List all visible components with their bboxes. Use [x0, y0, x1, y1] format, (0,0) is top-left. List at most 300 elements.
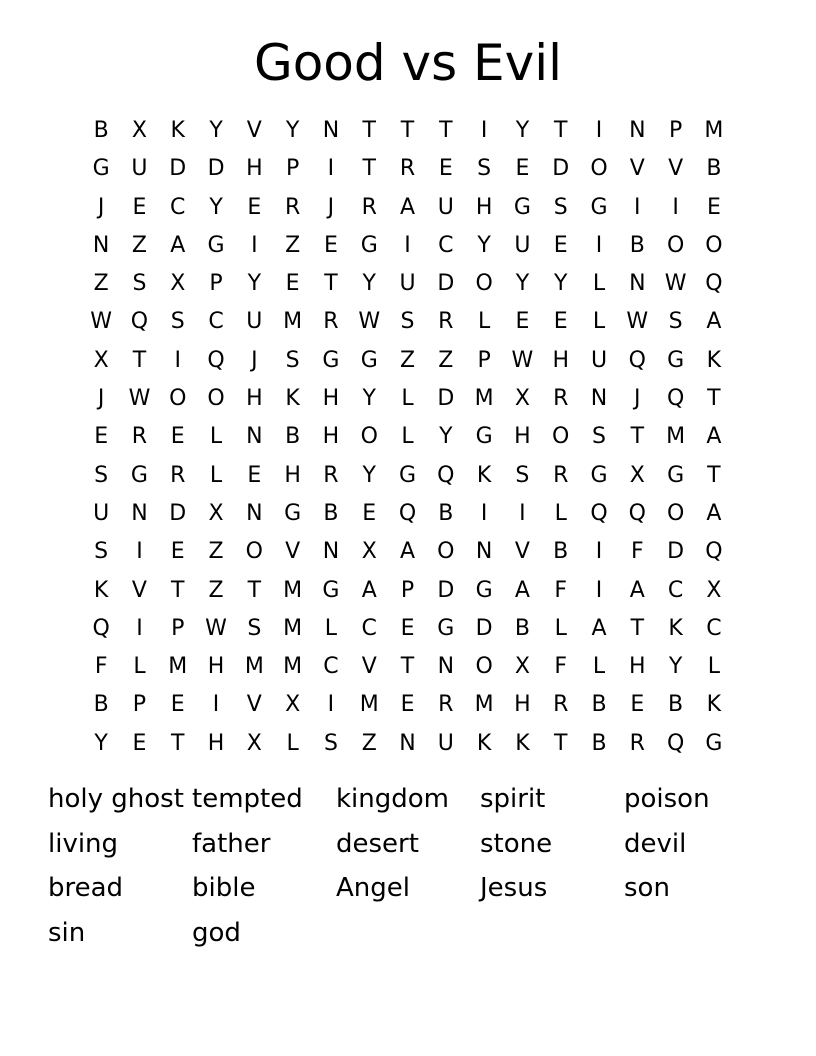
grid-row	[82, 495, 734, 533]
grid-letter: E	[438, 156, 453, 182]
grid-letter: U	[399, 271, 416, 297]
word-bank-item: Jesus	[480, 873, 548, 904]
grid-letter: K	[706, 347, 722, 373]
grid-letter: P	[477, 347, 491, 373]
grid-letter: I	[136, 615, 143, 641]
grid-letter: S	[247, 615, 262, 641]
grid-letter: M	[168, 654, 188, 680]
grid-letter: Y	[362, 271, 376, 297]
grid-letter: E	[400, 692, 415, 718]
grid-letter: G	[705, 730, 723, 756]
grid-letter: N	[322, 539, 340, 565]
grid-letter: D	[169, 156, 187, 182]
word-bank-item: spirit	[480, 784, 546, 814]
grid-letter: R	[629, 730, 645, 756]
grid-letter: B	[591, 692, 607, 718]
grid-letter: Y	[247, 271, 262, 297]
grid-letter: D	[437, 577, 455, 603]
grid-letter: X	[514, 654, 530, 680]
grid-letter: T	[132, 347, 147, 373]
grid-letter: L	[592, 309, 606, 335]
word-bank	[48, 777, 768, 956]
grid-letter: B	[285, 424, 301, 450]
grid-letter: X	[514, 386, 530, 412]
grid-letter: A	[591, 615, 607, 641]
grid-letter: J	[634, 386, 641, 412]
grid-letter: X	[93, 347, 109, 373]
grid-row	[82, 265, 734, 303]
grid-letter: B	[668, 692, 684, 718]
grid-letter: I	[595, 232, 603, 258]
grid-letter: X	[208, 500, 224, 526]
grid-row	[82, 189, 734, 227]
grid-letter: K	[285, 386, 300, 412]
grid-letter: E	[515, 309, 530, 335]
grid-letter: C	[323, 654, 339, 680]
grid-letter: Q	[628, 347, 646, 373]
grid-letter: E	[706, 194, 721, 220]
grid-letter: W	[358, 309, 381, 335]
grid-letter: R	[553, 386, 569, 412]
grid-letter: Z	[438, 347, 454, 373]
grid-letter: K	[476, 462, 492, 488]
grid-letter: A	[706, 424, 722, 450]
grid-letter: G	[475, 577, 493, 603]
grid-letter: V	[285, 539, 301, 565]
grid-letter: S	[553, 194, 568, 220]
grid-letter: H	[475, 194, 493, 220]
grid-letter: Q	[666, 730, 685, 756]
grid-letter: K	[476, 730, 492, 756]
grid-letter: Q	[207, 347, 225, 373]
grid-letter: T	[630, 615, 645, 641]
grid-letter: X	[170, 271, 186, 297]
grid-letter: Z	[131, 232, 147, 258]
grid-letter: Z	[93, 271, 109, 297]
grid-letter: I	[327, 156, 335, 182]
grid-row	[82, 610, 734, 648]
grid-letter: V	[246, 692, 262, 718]
grid-letter: B	[591, 730, 607, 756]
grid-letter: E	[515, 156, 530, 182]
grid-letter: Q	[398, 500, 417, 526]
grid-letter: Y	[94, 730, 108, 756]
grid-letter: H	[284, 462, 301, 488]
word-bank-item: kingdom	[336, 784, 450, 814]
grid-letter: S	[323, 730, 338, 756]
grid-letter: V	[629, 156, 645, 182]
grid-letter: T	[553, 118, 568, 143]
grid-letter: N	[246, 500, 263, 526]
grid-letter: G	[322, 347, 340, 373]
grid-letter: E	[630, 692, 645, 718]
grid-letter: N	[246, 424, 263, 450]
grid-letter: Z	[208, 539, 224, 565]
grid-letter: I	[595, 577, 603, 603]
grid-letter: S	[170, 309, 185, 335]
grid-letter: O	[666, 500, 685, 526]
grid-letter: Y	[668, 654, 683, 680]
grid-letter: M	[474, 386, 494, 412]
grid-letter: M	[283, 615, 303, 641]
grid-letter: P	[400, 577, 415, 603]
grid-letter: G	[437, 615, 455, 641]
grid-letter: W	[511, 347, 534, 373]
grid-letter: G	[360, 347, 378, 373]
word-bank-item: Angel	[336, 873, 410, 904]
grid-letter: S	[132, 271, 147, 297]
grid-letter: E	[553, 309, 568, 335]
grid-letter: G	[590, 462, 608, 488]
grid-row	[82, 457, 734, 495]
grid-letter: O	[169, 386, 187, 412]
grid-letter: C	[361, 615, 377, 641]
grid-letter: L	[477, 309, 491, 335]
grid-letter: A	[399, 194, 416, 220]
grid-letter: O	[475, 271, 493, 297]
grid-letter: M	[244, 654, 264, 680]
grid-letter: L	[324, 615, 338, 641]
word-bank-item: devil	[624, 828, 687, 859]
grid-letter: G	[513, 194, 531, 220]
grid-letter: S	[477, 156, 492, 182]
grid-letter: E	[247, 194, 262, 220]
grid-letter: Q	[437, 462, 455, 488]
grid-letter: O	[705, 232, 723, 258]
word-bank-item: bread	[48, 873, 124, 904]
grid-letter: S	[94, 462, 109, 488]
grid-letter: L	[554, 500, 567, 526]
grid-letter: V	[514, 539, 530, 565]
grid-letter: G	[130, 462, 148, 488]
grid-letter: I	[595, 539, 603, 565]
grid-letter: A	[706, 500, 722, 526]
grid-letter: E	[132, 194, 147, 220]
word-bank-item: father	[192, 828, 271, 859]
word-bank-item: stone	[480, 828, 553, 859]
grid-letter: Q	[92, 615, 110, 641]
grid-letter: Y	[362, 386, 376, 412]
grid-letter: G	[667, 462, 685, 488]
grid-letter: Q	[705, 271, 723, 297]
grid-letter: R	[553, 692, 569, 718]
grid-letter: H	[552, 347, 569, 373]
grid-letter: I	[174, 347, 181, 373]
grid-letter: R	[553, 462, 569, 488]
grid-letter: T	[553, 730, 568, 756]
grid-letter: L	[592, 271, 606, 297]
grid-letter: E	[362, 500, 377, 526]
grid-letter: R	[399, 156, 416, 182]
grid-letter: R	[438, 309, 454, 335]
grid-letter: O	[437, 539, 455, 565]
grid-letter: I	[251, 232, 258, 258]
grid-letter: M	[666, 424, 686, 450]
grid-letter: T	[400, 118, 415, 143]
grid-letter: X	[246, 730, 262, 756]
grid-letter: J	[97, 194, 105, 220]
grid-letter: J	[97, 386, 105, 412]
grid-letter: M	[474, 692, 494, 718]
grid-letter: X	[629, 462, 645, 488]
grid-letter: X	[131, 118, 147, 143]
grid-letter: E	[247, 462, 262, 488]
letter-grid	[82, 112, 734, 763]
grid-letter: J	[327, 194, 335, 220]
grid-letter: F	[630, 539, 644, 565]
grid-row	[82, 303, 734, 341]
grid-row	[82, 342, 734, 380]
grid-letter: Y	[439, 424, 453, 450]
grid-letter: L	[401, 424, 414, 450]
grid-letter: I	[136, 539, 143, 565]
grid-letter: W	[626, 309, 649, 335]
grid-letter: S	[400, 309, 415, 335]
word-bank-item: son	[624, 873, 670, 904]
grid-letter: H	[207, 730, 225, 756]
grid-letter: P	[668, 118, 683, 143]
word-bank-item: bible	[192, 873, 256, 904]
grid-letter: I	[519, 500, 526, 526]
grid-letter: L	[209, 462, 223, 488]
grid-letter: A	[514, 577, 530, 603]
grid-letter: U	[246, 309, 263, 335]
grid-letter: W	[664, 271, 687, 297]
grid-letter: K	[170, 118, 185, 143]
grid-letter: K	[93, 577, 109, 603]
grid-letter: W	[205, 615, 227, 641]
grid-letter: B	[706, 156, 722, 182]
grid-letter: T	[362, 156, 376, 182]
grid-letter: H	[246, 156, 263, 182]
grid-letter: H	[514, 692, 531, 718]
grid-letter: M	[283, 309, 303, 335]
grid-letter: B	[629, 232, 645, 258]
grid-letter: G	[667, 347, 685, 373]
grid-letter: H	[514, 424, 531, 450]
grid-letter: D	[437, 271, 455, 297]
grid-row	[82, 150, 734, 188]
grid-letter: O	[245, 539, 263, 565]
grid-letter: F	[554, 654, 568, 680]
grid-row	[82, 112, 734, 150]
grid-letter: J	[251, 347, 258, 373]
grid-letter: M	[283, 654, 303, 680]
grid-letter: T	[247, 577, 262, 603]
grid-row	[82, 725, 734, 763]
grid-letter: N	[475, 539, 493, 565]
grid-letter: O	[590, 156, 608, 182]
grid-letter: V	[668, 156, 684, 182]
grid-letter: E	[170, 424, 185, 450]
grid-letter: R	[323, 309, 339, 335]
grid-letter: Y	[362, 462, 376, 488]
grid-letter: A	[170, 232, 186, 258]
grid-letter: G	[322, 577, 340, 603]
grid-letter: Q	[590, 500, 608, 526]
grid-letter: A	[361, 577, 377, 603]
grid-letter: S	[592, 424, 606, 450]
grid-letter: I	[595, 118, 603, 143]
grid-letter: Y	[209, 194, 223, 220]
grid-letter: Q	[705, 539, 723, 565]
word-bank-item: living	[48, 828, 119, 859]
grid-letter: N	[437, 654, 455, 680]
grid-letter: U	[437, 194, 454, 220]
grid-letter: H	[246, 386, 263, 412]
grid-letter: E	[285, 271, 300, 297]
grid-letter: Y	[515, 118, 530, 143]
grid-letter: D	[207, 156, 225, 182]
grid-letter: W	[128, 386, 151, 412]
grid-letter: Z	[399, 347, 416, 373]
grid-letter: E	[94, 424, 109, 450]
grid-letter: I	[212, 692, 220, 718]
grid-letter: E	[400, 615, 415, 641]
grid-letter: E	[132, 730, 147, 756]
grid-row	[82, 227, 734, 265]
grid-letter: G	[284, 500, 302, 526]
grid-letter: O	[360, 424, 378, 450]
grid-letter: E	[553, 232, 568, 258]
grid-letter: D	[667, 539, 685, 565]
grid-letter: L	[133, 654, 146, 680]
grid-letter: Q	[666, 386, 685, 412]
grid-letter: I	[672, 194, 679, 220]
word-bank-item: desert	[336, 828, 419, 859]
grid-letter: T	[362, 118, 376, 143]
grid-letter: E	[170, 539, 185, 565]
grid-letter: P	[209, 271, 223, 297]
grid-letter: Y	[209, 118, 223, 143]
grid-letter: M	[359, 692, 379, 718]
grid-letter: G	[360, 232, 378, 258]
grid-letter: A	[629, 577, 645, 603]
grid-letter: N	[629, 118, 646, 143]
grid-letter: U	[131, 156, 148, 182]
grid-letter: G	[92, 156, 110, 182]
grid-letter: U	[93, 500, 110, 526]
grid-letter: H	[629, 654, 646, 680]
grid-letter: D	[475, 615, 493, 641]
grid-letter: R	[361, 194, 377, 220]
grid-letter: Y	[477, 232, 491, 258]
grid-letter: I	[634, 194, 641, 220]
grid-letter: B	[514, 615, 530, 641]
grid-letter: Y	[553, 271, 568, 297]
grid-letter: I	[404, 232, 411, 258]
grid-letter: C	[170, 194, 186, 220]
grid-letter: P	[285, 156, 300, 182]
page-title: Good vs Evil	[253, 34, 563, 92]
grid-letter: B	[438, 500, 454, 526]
word-bank-item: poison	[624, 784, 710, 814]
grid-letter: T	[171, 577, 185, 603]
grid-letter: O	[552, 424, 570, 450]
grid-letter: L	[592, 654, 606, 680]
grid-letter: G	[398, 462, 417, 488]
grid-letter: D	[552, 156, 570, 182]
grid-letter: L	[209, 424, 223, 450]
grid-row	[82, 533, 734, 571]
grid-row	[82, 380, 734, 418]
grid-letter: A	[399, 539, 416, 565]
grid-letter: T	[324, 271, 338, 297]
grid-letter: R	[284, 194, 301, 220]
grid-letter: F	[554, 577, 568, 603]
grid-row	[82, 686, 734, 724]
grid-letter: T	[707, 386, 721, 412]
grid-letter: K	[515, 730, 530, 756]
word-bank-item: sin	[48, 918, 86, 949]
grid-letter: Z	[208, 577, 224, 603]
grid-letter: S	[515, 462, 530, 488]
grid-letter: K	[706, 692, 722, 718]
grid-letter: N	[629, 271, 646, 297]
grid-letter: H	[322, 424, 340, 450]
grid-letter: U	[437, 730, 454, 756]
grid-letter: Z	[361, 730, 377, 756]
grid-letter: Y	[515, 271, 530, 297]
grid-letter: Z	[285, 232, 301, 258]
grid-letter: B	[553, 539, 569, 565]
grid-letter: H	[322, 386, 340, 412]
grid-letter: D	[437, 386, 455, 412]
grid-letter: N	[92, 232, 110, 258]
grid-letter: H	[207, 654, 225, 680]
grid-letter: P	[132, 692, 147, 718]
grid-row	[82, 572, 734, 610]
grid-letter: R	[323, 462, 339, 488]
grid-letter: X	[706, 577, 722, 603]
grid-letter: K	[668, 615, 683, 641]
grid-row	[82, 648, 734, 686]
grid-letter: Q	[130, 309, 149, 335]
grid-letter: T	[439, 118, 453, 143]
grid-letter: Y	[285, 118, 300, 143]
grid-letter: C	[208, 309, 224, 335]
grid-letter: I	[480, 118, 488, 143]
grid-letter: C	[667, 577, 684, 603]
grid-letter: M	[283, 577, 303, 603]
grid-letter: S	[285, 347, 300, 373]
grid-letter: T	[171, 730, 185, 756]
grid-letter: N	[590, 386, 608, 412]
word-bank-item: god	[192, 918, 241, 949]
grid-letter: S	[94, 539, 109, 565]
grid-letter: N	[322, 118, 340, 143]
grid-letter: B	[93, 692, 109, 718]
grid-letter: O	[207, 386, 225, 412]
grid-letter: C	[438, 232, 454, 258]
grid-letter: Q	[628, 500, 646, 526]
grid-letter: B	[323, 500, 339, 526]
grid-letter: W	[90, 309, 113, 335]
grid-letter: F	[94, 654, 108, 680]
grid-letter: S	[668, 309, 683, 335]
grid-letter: T	[707, 462, 721, 488]
grid-letter: L	[707, 654, 721, 680]
grid-letter: T	[630, 424, 645, 450]
grid-letter: I	[327, 692, 335, 718]
grid-letter: L	[401, 386, 414, 412]
grid-letter: U	[590, 347, 608, 373]
grid-letter: O	[666, 232, 685, 258]
grid-letter: M	[704, 118, 724, 143]
grid-letter: X	[361, 539, 377, 565]
word-bank-item: holy ghost	[48, 784, 184, 814]
grid-letter: R	[170, 462, 186, 488]
